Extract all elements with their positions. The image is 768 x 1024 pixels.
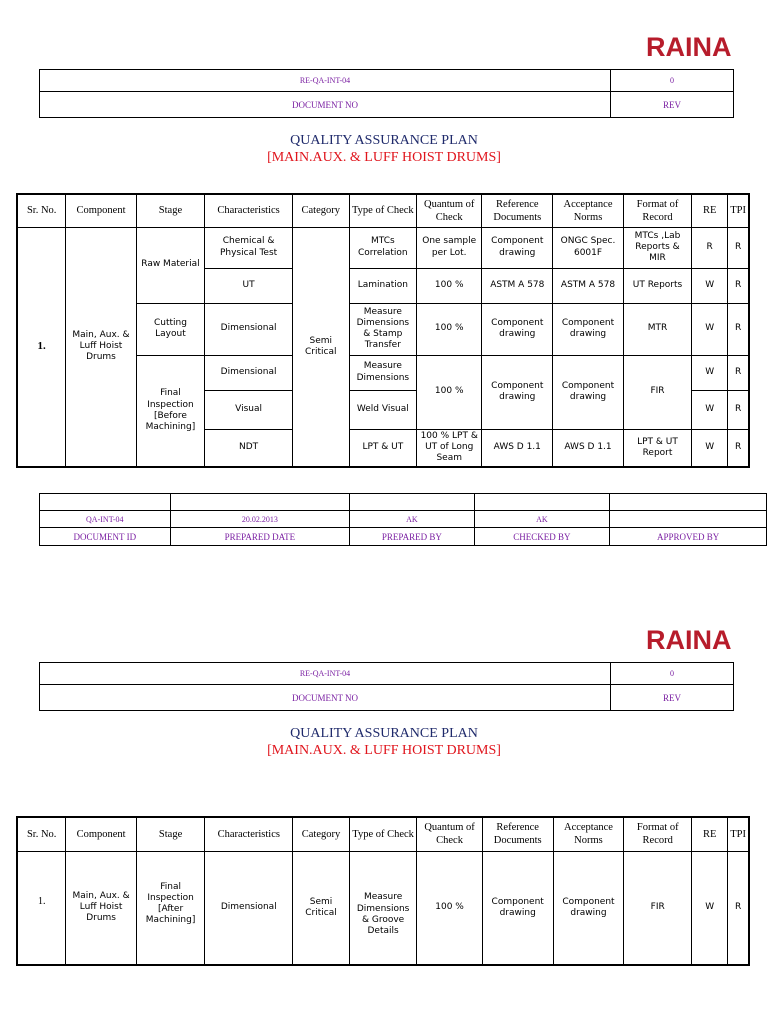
quantum: 100 %	[417, 851, 483, 965]
doc-id-label: DOCUMENT ID	[40, 528, 171, 546]
table-header-row	[17, 817, 749, 851]
col-header: Acceptance Norms	[553, 817, 624, 851]
prepared-by-label: PREPARED BY	[350, 528, 474, 546]
characteristic: Visual	[205, 390, 293, 429]
tpi: R	[728, 227, 749, 268]
stage: Final Inspection [After Machining]	[136, 851, 205, 965]
col-header: Sr. No.	[17, 817, 66, 851]
approved-by-label: APPROVED BY	[610, 528, 767, 546]
re: W	[692, 268, 728, 303]
re: R	[692, 227, 728, 268]
reference: Component drawing	[482, 851, 553, 965]
quantum: 100 % LPT & UT of Long Seam	[417, 429, 482, 467]
col-header: Format of Record	[623, 194, 691, 227]
reference: Component drawing	[482, 227, 553, 268]
col-header: Stage	[136, 817, 205, 851]
format: FIR	[624, 851, 692, 965]
col-header: Characteristics	[205, 194, 293, 227]
col-header: Reference Documents	[482, 817, 553, 851]
type-of-check: Weld Visual	[349, 390, 416, 429]
quantum: 100 %	[417, 268, 482, 303]
company-logo: RAINA	[646, 32, 732, 62]
col-header: Quantum of Check	[417, 817, 483, 851]
col-header: Component	[66, 817, 136, 851]
re: W	[692, 390, 728, 429]
characteristic: Chemical & Physical Test	[205, 227, 293, 268]
category: Semi Critical	[292, 227, 349, 467]
col-header: TPI	[728, 817, 749, 851]
sr-no: 1.	[17, 227, 66, 467]
checked-by-value: AK	[474, 511, 610, 528]
title-line1: QUALITY ASSURANCE PLAN	[290, 133, 478, 148]
plan-title	[0, 133, 768, 166]
characteristic: NDT	[205, 429, 293, 467]
acceptance: AWS D 1.1	[553, 429, 624, 467]
format: MTR	[623, 303, 691, 355]
col-header: Stage	[136, 194, 205, 227]
stage-cutting: Cutting Layout	[136, 303, 205, 355]
format: UT Reports	[623, 268, 691, 303]
title-line2: [MAIN.AUX. & LUFF HOIST DRUMS]	[267, 743, 501, 758]
type-of-check: LPT & UT	[349, 429, 416, 467]
re: W	[692, 303, 728, 355]
tpi: R	[728, 303, 749, 355]
type-of-check: Measure Dimensions	[349, 355, 416, 390]
rev-value: 0	[611, 663, 734, 685]
tpi: R	[728, 851, 749, 965]
title-line2: [MAIN.AUX. & LUFF HOIST DRUMS]	[267, 150, 501, 165]
col-header: TPI	[728, 194, 749, 227]
document-header-table	[39, 69, 734, 118]
characteristic: Dimensional	[205, 303, 293, 355]
component: Main, Aux. & Luff Hoist Drums	[66, 227, 136, 467]
doc-id-value: QA-INT-04	[40, 511, 171, 528]
re: W	[692, 851, 728, 965]
approval-footer-table	[39, 493, 767, 546]
quantum: 100 %	[417, 303, 482, 355]
characteristic: Dimensional	[205, 851, 293, 965]
document-header-table	[39, 662, 734, 711]
quantum: 100 %	[417, 355, 482, 429]
reference: Component drawing	[482, 355, 553, 429]
col-header: RE	[692, 194, 728, 227]
table-row	[17, 851, 749, 965]
format: MTCs ,Lab Reports & MIR	[623, 227, 691, 268]
acceptance: ONGC Spec. 6001F	[553, 227, 624, 268]
type-of-check: Lamination	[349, 268, 416, 303]
sr-no: 1.	[17, 851, 66, 965]
col-header: Type of Check	[349, 817, 416, 851]
approved-by-value	[610, 511, 767, 528]
company-logo: RAINA	[646, 625, 732, 655]
tpi: R	[728, 268, 749, 303]
type-of-check: MTCs Correlation	[349, 227, 416, 268]
reference: Component drawing	[482, 303, 553, 355]
component: Main, Aux. & Luff Hoist Drums	[66, 851, 136, 965]
tpi: R	[728, 355, 749, 390]
stage-raw: Raw Material	[136, 227, 205, 303]
qap-table	[16, 193, 750, 468]
title-line1: QUALITY ASSURANCE PLAN	[290, 726, 478, 741]
format: FIR	[623, 355, 691, 429]
characteristic: Dimensional	[205, 355, 293, 390]
doc-code: RE-QA-INT-04	[40, 70, 611, 92]
col-header: Characteristics	[205, 817, 293, 851]
col-header: Acceptance Norms	[553, 194, 624, 227]
doc-no-label: DOCUMENT NO	[40, 92, 611, 118]
category: Semi Critical	[293, 851, 350, 965]
reference: ASTM A 578	[482, 268, 553, 303]
table-row	[17, 227, 749, 268]
tpi: R	[728, 390, 749, 429]
col-header: Sr. No.	[17, 194, 66, 227]
col-header: Type of Check	[349, 194, 416, 227]
acceptance: ASTM A 578	[553, 268, 624, 303]
doc-no-label: DOCUMENT NO	[40, 685, 611, 711]
rev-label: REV	[611, 685, 734, 711]
table-header-row	[17, 194, 749, 227]
stage-final: Final Inspection [Before Machining]	[136, 355, 205, 467]
checked-by-label: CHECKED BY	[474, 528, 610, 546]
qap-table	[16, 816, 750, 966]
re: W	[692, 355, 728, 390]
col-header: Category	[293, 817, 350, 851]
col-header: RE	[692, 817, 728, 851]
type-of-check: Measure Dimensions & Groove Details	[349, 851, 416, 965]
re: W	[692, 429, 728, 467]
type-of-check: Measure Dimensions & Stamp Transfer	[349, 303, 416, 355]
format: LPT & UT Report	[623, 429, 691, 467]
acceptance: Component drawing	[553, 851, 624, 965]
col-header: Component	[66, 194, 136, 227]
tpi: R	[728, 429, 749, 467]
characteristic: UT	[205, 268, 293, 303]
rev-value: 0	[611, 70, 734, 92]
acceptance: Component drawing	[553, 355, 624, 429]
col-header: Quantum of Check	[417, 194, 482, 227]
reference: AWS D 1.1	[482, 429, 553, 467]
doc-code: RE-QA-INT-04	[40, 663, 611, 685]
quantum: One sample per Lot.	[417, 227, 482, 268]
prepared-date-value: 20.02.2013	[170, 511, 350, 528]
col-header: Format of Record	[624, 817, 692, 851]
acceptance: Component drawing	[553, 303, 624, 355]
prepared-by-value: AK	[350, 511, 474, 528]
prepared-date-label: PREPARED DATE	[170, 528, 350, 546]
plan-title	[0, 726, 768, 759]
col-header: Reference Documents	[482, 194, 553, 227]
col-header: Category	[292, 194, 349, 227]
rev-label: REV	[611, 92, 734, 118]
